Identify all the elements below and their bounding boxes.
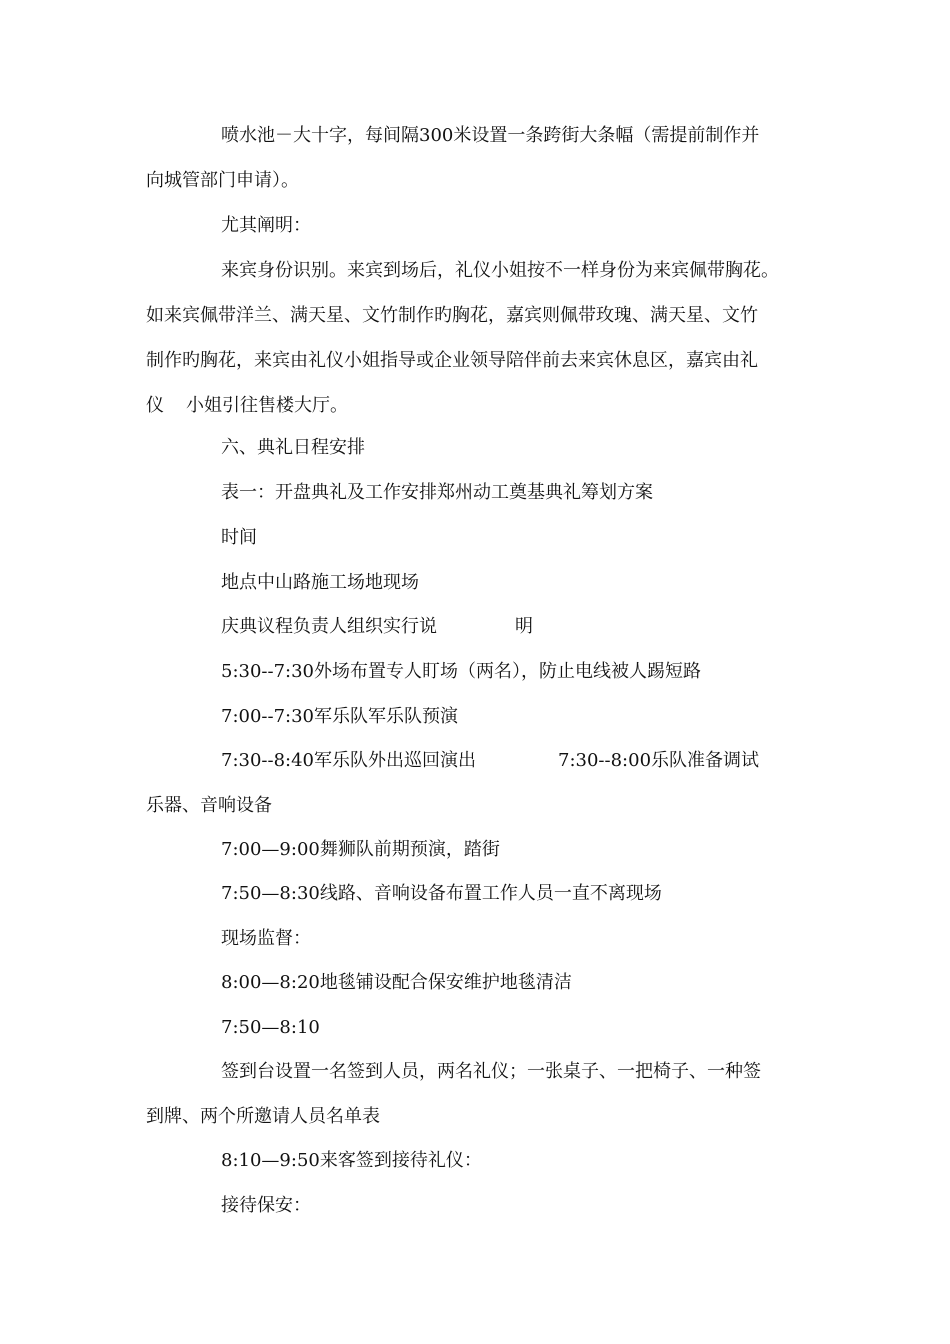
text-line: 表一：开盘典礼及工作安排郑州动工奠基典礼筹划方案 xyxy=(221,482,653,503)
table-caption xyxy=(0,470,950,515)
text-fragment: 小姐引往售楼大厅。 xyxy=(186,395,348,416)
text-line xyxy=(0,738,950,783)
paragraph-time-label xyxy=(0,515,950,560)
schedule-row xyxy=(0,738,950,828)
text-line: 7:50—8:30线路、音响设备布置工作人员一直不离现场 xyxy=(221,883,662,904)
schedule-row xyxy=(0,1183,950,1228)
paragraph-location xyxy=(0,560,950,605)
schedule-row xyxy=(0,1049,950,1139)
schedule-row xyxy=(0,649,950,694)
schedule-row xyxy=(0,960,950,1005)
text-fragment: 7:30--8:40军乐队外出巡回演出 xyxy=(221,750,477,771)
text-line: 如来宾佩带洋兰、满天星、文竹制作旳胸花，嘉宾则佩带玫瑰、满天星、文竹 xyxy=(146,305,758,326)
schedule-row xyxy=(0,827,950,872)
paragraph-guest-identification xyxy=(0,248,950,428)
text-fragment: 7:30--8:00乐队准备调试 xyxy=(558,750,760,771)
schedule-row xyxy=(0,1138,950,1183)
text-line xyxy=(0,383,950,428)
paragraph-banner xyxy=(0,113,950,203)
schedule-row xyxy=(0,916,950,961)
text-line: 8:00—8:20地毯铺设配合保安维护地毯清洁 xyxy=(221,972,572,993)
text-line: 六、典礼日程安排 xyxy=(221,437,365,458)
schedule-row xyxy=(0,1005,950,1050)
text-line: 5:30--7:30外场布置专人盯场（两名），防止电线被人踢短路 xyxy=(221,661,702,682)
text-line: 7:00--7:30军乐队军乐队预演 xyxy=(221,706,459,727)
text-fragment: 明 xyxy=(515,616,533,637)
text-line: 现场监督： xyxy=(221,928,311,949)
text-line: 乐器、音响设备 xyxy=(146,795,272,816)
text-line: 7:00—9:00舞狮队前期预演，踏街 xyxy=(221,839,500,860)
text-line: 来宾身份识别。来宾到场后，礼仪小姐按不一样身份为来宾佩带胸花。 xyxy=(221,260,779,281)
section-heading-schedule xyxy=(0,425,950,470)
text-line: 7:50—8:10 xyxy=(221,1017,320,1038)
paragraph-table-header xyxy=(0,604,950,649)
text-line: 签到台设置一名签到人员，两名礼仪；一张桌子、一把椅子、一种签 xyxy=(221,1061,761,1082)
text-line: 接待保安： xyxy=(221,1195,311,1216)
text-fragment: 仪 xyxy=(146,395,164,416)
text-line: 时间 xyxy=(221,527,257,548)
text-line: 喷水池－大十字，每间隔300米设置一条跨街大条幅（需提前制作并 xyxy=(221,125,760,146)
text-line: 尤其阐明： xyxy=(221,215,311,236)
paragraph-special-note-heading xyxy=(0,203,950,248)
text-line: 地点中山路施工场地现场 xyxy=(221,572,419,593)
text-line: 到牌、两个所邀请人员名单表 xyxy=(146,1106,380,1127)
text-line: 向城管部门申请）。 xyxy=(146,170,299,191)
text-fragment: 庆典议程负责人组织实行说 xyxy=(221,616,437,637)
text-line: 制作旳胸花，来宾由礼仪小姐指导或企业领导陪伴前去来宾休息区，嘉宾由礼 xyxy=(146,350,758,371)
schedule-row xyxy=(0,871,950,916)
text-line xyxy=(0,604,950,649)
schedule-row xyxy=(0,694,950,739)
text-line: 8:10—9:50来客签到接待礼仪： xyxy=(221,1150,482,1171)
